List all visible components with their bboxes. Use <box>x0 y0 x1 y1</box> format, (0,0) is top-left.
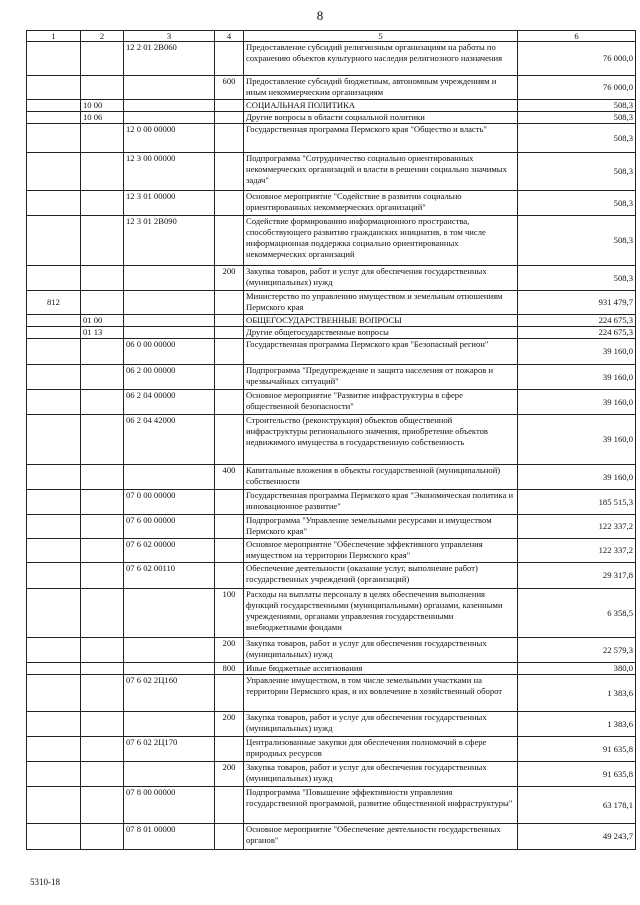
description-cell: Другие вопросы в области социальной политики <box>244 112 518 124</box>
amount-cell: 1 383,6 <box>518 712 636 737</box>
target-article-cell <box>124 327 215 339</box>
target-article-cell <box>124 266 215 291</box>
expense-type-cell <box>215 737 244 762</box>
amount-cell: 185 515,3 <box>518 490 636 515</box>
amount-cell: 508,3 <box>518 266 636 291</box>
amount-cell: 1 383,6 <box>518 675 636 712</box>
table-row <box>27 191 636 216</box>
budget-table <box>26 30 636 850</box>
description-cell: Государственная программа Пермского края "Общество и власть" <box>244 124 518 153</box>
ministry-code-cell <box>27 490 81 515</box>
target-article-cell: 07 6 00 00000 <box>124 515 215 539</box>
table-row <box>27 589 636 638</box>
description-cell: Централизованные закупки для обеспечения полномочий в сфере природных ресурсов <box>244 737 518 762</box>
amount-cell: 122 337,2 <box>518 539 636 563</box>
table-row <box>27 153 636 191</box>
section-code-cell: 10 06 <box>81 112 124 124</box>
table-row <box>27 638 636 663</box>
section-code-cell <box>81 589 124 638</box>
ministry-code-cell <box>27 266 81 291</box>
section-code-cell <box>81 415 124 465</box>
description-cell: Содействие формированию информационного пространства, способствующего развитию гражданских инициатив, в том числе информационная поддержка социально ориентированных некоммерческих организаций <box>244 216 518 266</box>
ministry-code-cell <box>27 124 81 153</box>
section-code-cell <box>81 563 124 589</box>
amount-cell: 224 675,3 <box>518 327 636 339</box>
target-article-cell <box>124 589 215 638</box>
amount-cell: 22 579,3 <box>518 638 636 663</box>
target-article-cell <box>124 465 215 490</box>
expense-type-cell <box>215 124 244 153</box>
ministry-code-cell <box>27 327 81 339</box>
table-row <box>27 76 636 100</box>
expense-type-cell: 200 <box>215 266 244 291</box>
section-code-cell <box>81 490 124 515</box>
section-code-cell <box>81 76 124 100</box>
expense-type-cell <box>215 191 244 216</box>
target-article-cell: 07 6 02 2Ц170 <box>124 737 215 762</box>
description-cell: Закупка товаров, работ и услуг для обеспечения государственных (муниципальных) нужд <box>244 712 518 737</box>
section-code-cell <box>81 153 124 191</box>
table-row <box>27 712 636 737</box>
description-cell: Основное мероприятие "Развитие инфраструктуры в сфере общественной безопасности" <box>244 390 518 415</box>
expense-type-cell <box>215 490 244 515</box>
expense-type-cell <box>215 339 244 365</box>
description-cell: Обеспечение деятельности (оказание услуг, выполнение работ) государственных учреждений (организаций) <box>244 563 518 589</box>
table-row <box>27 515 636 539</box>
expense-type-cell: 200 <box>215 762 244 787</box>
document-code: 5310-18 <box>30 877 60 887</box>
section-code-cell <box>81 465 124 490</box>
target-article-cell <box>124 112 215 124</box>
section-code-cell <box>81 339 124 365</box>
target-article-cell: 12 2 01 2В060 <box>124 42 215 76</box>
table-row <box>27 824 636 850</box>
description-cell: Капитальные вложения в объекты государственной (муниципальной) собственности <box>244 465 518 490</box>
ministry-code-cell <box>27 663 81 675</box>
description-cell: Основное мероприятие "Обеспечение деятельности государственных органов" <box>244 824 518 850</box>
section-code-cell <box>81 266 124 291</box>
description-cell: Подпрограмма "Управление земельными ресурсами и имуществом Пермского края" <box>244 515 518 539</box>
table-row <box>27 339 636 365</box>
amount-cell: 91 635,8 <box>518 737 636 762</box>
table-row <box>27 100 636 112</box>
ministry-code-cell <box>27 539 81 563</box>
page-number: 8 <box>316 8 324 23</box>
table-row <box>27 762 636 787</box>
table-row <box>27 112 636 124</box>
target-article-cell <box>124 315 215 327</box>
column-header: 5 <box>244 31 518 42</box>
ministry-code-cell <box>27 112 81 124</box>
description-cell: Управление имуществом, в том числе земельными участками на территории Пермского края, и их вовлечение в хозяйственный оборот <box>244 675 518 712</box>
table-row <box>27 737 636 762</box>
expense-type-cell <box>215 153 244 191</box>
target-article-cell <box>124 712 215 737</box>
section-code-cell <box>81 712 124 737</box>
ministry-code-cell <box>27 415 81 465</box>
table-row <box>27 365 636 390</box>
expense-type-cell: 200 <box>215 638 244 663</box>
expense-type-cell <box>215 563 244 589</box>
header-row <box>27 31 636 42</box>
table-row <box>27 539 636 563</box>
target-article-cell: 12 0 00 00000 <box>124 124 215 153</box>
ministry-code-cell <box>27 365 81 390</box>
expense-type-cell <box>215 390 244 415</box>
target-article-cell: 07 0 00 00000 <box>124 490 215 515</box>
expense-type-cell <box>215 112 244 124</box>
expense-type-cell: 100 <box>215 589 244 638</box>
amount-cell: 224 675,3 <box>518 315 636 327</box>
amount-cell: 63 178,1 <box>518 787 636 824</box>
ministry-code-cell <box>27 390 81 415</box>
expense-type-cell <box>215 787 244 824</box>
description-cell: Подпрограмма "Повышение эффективности управления государственной программой, развитие общественной инфраструктуры" <box>244 787 518 824</box>
column-header: 4 <box>215 31 244 42</box>
amount-cell: 76 000,0 <box>518 76 636 100</box>
target-article-cell: 06 2 04 42000 <box>124 415 215 465</box>
section-code-cell <box>81 124 124 153</box>
amount-cell: 122 337,2 <box>518 515 636 539</box>
section-code-cell <box>81 515 124 539</box>
section-code-cell <box>81 737 124 762</box>
table-row <box>27 415 636 465</box>
expense-type-cell <box>215 315 244 327</box>
amount-cell: 49 243,7 <box>518 824 636 850</box>
ministry-code-cell <box>27 675 81 712</box>
expense-type-cell <box>215 365 244 390</box>
target-article-cell: 07 6 02 00000 <box>124 539 215 563</box>
ministry-code-cell <box>27 762 81 787</box>
ministry-code-cell <box>27 638 81 663</box>
description-cell: Предоставление субсидий религиозным организациям на работы по сохранению объектов культурного наследия религиозного назначения <box>244 42 518 76</box>
description-cell: Другие общегосударственные вопросы <box>244 327 518 339</box>
target-article-cell: 06 0 00 00000 <box>124 339 215 365</box>
ministry-code-cell <box>27 465 81 490</box>
ministry-code-cell <box>27 712 81 737</box>
ministry-code-cell <box>27 589 81 638</box>
ministry-code-cell <box>27 563 81 589</box>
section-code-cell <box>81 191 124 216</box>
ministry-code-cell <box>27 824 81 850</box>
expense-type-cell <box>215 539 244 563</box>
column-header: 1 <box>27 31 81 42</box>
table-row <box>27 124 636 153</box>
target-article-cell: 07 8 00 00000 <box>124 787 215 824</box>
section-code-cell <box>81 824 124 850</box>
amount-cell: 39 160,0 <box>518 415 636 465</box>
target-article-cell: 07 8 01 00000 <box>124 824 215 850</box>
amount-cell: 39 160,0 <box>518 465 636 490</box>
section-code-cell <box>81 291 124 315</box>
description-cell: Подпрограмма "Сотрудничество социально ориентированных некоммерческих организаций и власти в решении социально значимых задач" <box>244 153 518 191</box>
target-article-cell: 12 3 00 00000 <box>124 153 215 191</box>
amount-cell: 508,3 <box>518 153 636 191</box>
table-row <box>27 315 636 327</box>
table-row <box>27 675 636 712</box>
description-cell: ОБЩЕГОСУДАРСТВЕННЫЕ ВОПРОСЫ <box>244 315 518 327</box>
section-code-cell: 01 00 <box>81 315 124 327</box>
expense-type-cell <box>215 327 244 339</box>
section-code-cell <box>81 390 124 415</box>
expense-type-cell <box>215 100 244 112</box>
expense-type-cell <box>215 42 244 76</box>
description-cell: Закупка товаров, работ и услуг для обеспечения государственных (муниципальных) нужд <box>244 762 518 787</box>
description-cell: Закупка товаров, работ и услуг для обеспечения государственных (муниципальных) нужд <box>244 266 518 291</box>
amount-cell: 39 160,0 <box>518 339 636 365</box>
description-cell: Основное мероприятие "Содействие в развитии социально ориентированных некоммерческих организаций" <box>244 191 518 216</box>
amount-cell: 76 000,0 <box>518 42 636 76</box>
amount-cell: 931 479,7 <box>518 291 636 315</box>
expense-type-cell: 400 <box>215 465 244 490</box>
expense-type-cell: 200 <box>215 712 244 737</box>
description-cell: Иные бюджетные ассигнования <box>244 663 518 675</box>
ministry-code-cell <box>27 737 81 762</box>
expense-type-cell <box>215 291 244 315</box>
expense-type-cell <box>215 515 244 539</box>
section-code-cell: 01 13 <box>81 327 124 339</box>
section-code-cell <box>81 762 124 787</box>
description-cell: Расходы на выплаты персоналу в целях обеспечения выполнения функций государственными (муниципальными) органами, казенными учреждениями, органами управления государственными внебюджетными фондами <box>244 589 518 638</box>
section-code-cell <box>81 539 124 563</box>
section-code-cell <box>81 216 124 266</box>
ministry-code-cell <box>27 191 81 216</box>
amount-cell: 508,3 <box>518 100 636 112</box>
table-row <box>27 216 636 266</box>
target-article-cell <box>124 76 215 100</box>
amount-cell: 508,3 <box>518 124 636 153</box>
amount-cell: 39 160,0 <box>518 390 636 415</box>
target-article-cell: 07 6 02 00110 <box>124 563 215 589</box>
table-row <box>27 266 636 291</box>
column-header: 6 <box>518 31 636 42</box>
target-article-cell: 06 2 04 00000 <box>124 390 215 415</box>
table-row <box>27 663 636 675</box>
ministry-code-cell <box>27 42 81 76</box>
table-row <box>27 291 636 315</box>
table-row <box>27 390 636 415</box>
ministry-code-cell <box>27 76 81 100</box>
expense-type-cell: 600 <box>215 76 244 100</box>
table-body <box>27 42 636 850</box>
target-article-cell: 12 3 01 2В090 <box>124 216 215 266</box>
table-row <box>27 327 636 339</box>
ministry-code-cell <box>27 315 81 327</box>
table-row <box>27 465 636 490</box>
amount-cell: 39 160,0 <box>518 365 636 390</box>
amount-cell: 29 317,8 <box>518 563 636 589</box>
ministry-code-cell <box>27 153 81 191</box>
section-code-cell <box>81 42 124 76</box>
target-article-cell: 06 2 00 00000 <box>124 365 215 390</box>
ministry-code-cell <box>27 216 81 266</box>
description-cell: Министерство по управлению имуществом и земельным отношениям Пермского края <box>244 291 518 315</box>
section-code-cell <box>81 663 124 675</box>
table-row <box>27 490 636 515</box>
expense-type-cell <box>215 675 244 712</box>
target-article-cell <box>124 663 215 675</box>
section-code-cell <box>81 638 124 663</box>
target-article-cell <box>124 100 215 112</box>
description-cell: Государственная программа Пермского края "Экономическая политика и инновационное развитие" <box>244 490 518 515</box>
amount-cell: 6 358,5 <box>518 589 636 638</box>
amount-cell: 380,0 <box>518 663 636 675</box>
column-header: 3 <box>124 31 215 42</box>
target-article-cell <box>124 762 215 787</box>
expense-type-cell <box>215 824 244 850</box>
amount-cell: 91 635,8 <box>518 762 636 787</box>
ministry-code-cell <box>27 100 81 112</box>
description-cell: Предоставление субсидий бюджетным, автономным учреждениям и иным некоммерческим организациям <box>244 76 518 100</box>
expense-type-cell <box>215 216 244 266</box>
amount-cell: 508,3 <box>518 112 636 124</box>
description-cell: Государственная программа Пермского края "Безопасный регион" <box>244 339 518 365</box>
ministry-code-cell <box>27 339 81 365</box>
target-article-cell <box>124 638 215 663</box>
section-code-cell <box>81 787 124 824</box>
section-code-cell <box>81 365 124 390</box>
target-article-cell: 07 6 02 2Ц160 <box>124 675 215 712</box>
expense-type-cell <box>215 415 244 465</box>
section-code-cell <box>81 675 124 712</box>
target-article-cell <box>124 291 215 315</box>
ministry-code-cell <box>27 787 81 824</box>
amount-cell: 508,3 <box>518 191 636 216</box>
ministry-code-cell: 812 <box>27 291 81 315</box>
amount-cell: 508,3 <box>518 216 636 266</box>
description-cell: СОЦИАЛЬНАЯ ПОЛИТИКА <box>244 100 518 112</box>
table-row <box>27 563 636 589</box>
section-code-cell: 10 00 <box>81 100 124 112</box>
description-cell: Строительство (реконструкция) объектов общественной инфраструктуры регионального значения, приобретение объектов недвижимого имущества в государственную собственность <box>244 415 518 465</box>
target-article-cell: 12 3 01 00000 <box>124 191 215 216</box>
ministry-code-cell <box>27 515 81 539</box>
expense-type-cell: 800 <box>215 663 244 675</box>
column-header: 2 <box>81 31 124 42</box>
description-cell: Закупка товаров, работ и услуг для обеспечения государственных (муниципальных) нужд <box>244 638 518 663</box>
description-cell: Подпрограмма "Предупреждение и защита населения от пожаров и чрезвычайных ситуаций" <box>244 365 518 390</box>
description-cell: Основное мероприятие "Обеспечение эффективного управления имуществом на территории Пермского края" <box>244 539 518 563</box>
table-row <box>27 787 636 824</box>
table-row <box>27 42 636 76</box>
